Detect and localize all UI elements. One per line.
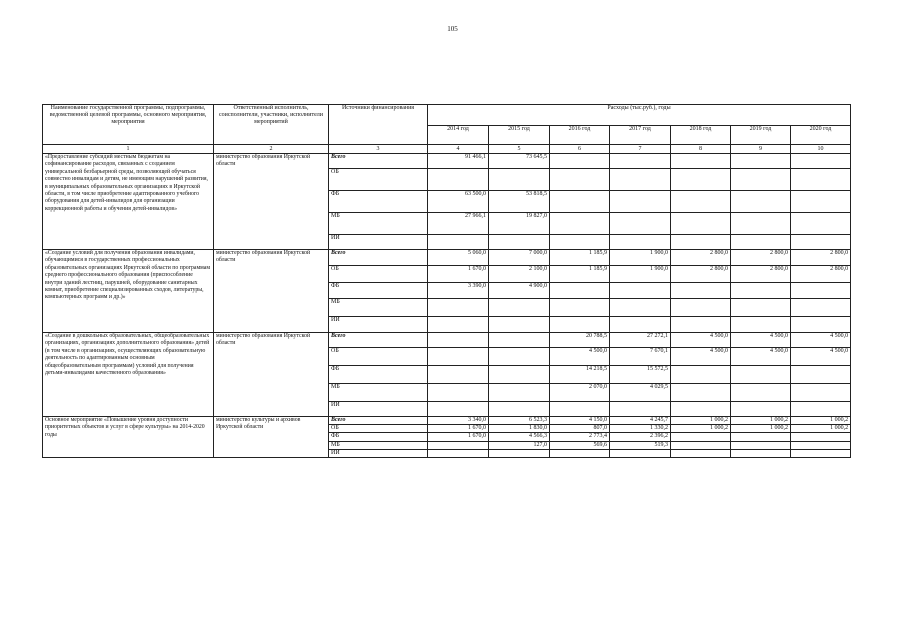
expense-value: [428, 317, 489, 333]
financing-source: ИИ: [329, 317, 428, 333]
expense-value: [671, 366, 731, 384]
expense-value: [671, 235, 731, 250]
expense-value: 2 070,0: [550, 384, 610, 402]
header-year: 2020 год: [791, 126, 851, 145]
expense-value: [489, 317, 550, 333]
expense-value: [489, 235, 550, 250]
header-year: 2015 год: [489, 126, 550, 145]
expense-value: 4 500,0: [671, 348, 731, 366]
expense-value: 20 788,5: [550, 333, 610, 348]
financing-source: МБ: [329, 299, 428, 317]
expense-value: 1 900,0: [610, 266, 671, 283]
expense-value: [489, 169, 550, 191]
expense-value: [791, 402, 851, 417]
expense-value: [671, 441, 731, 449]
expense-value: [731, 283, 791, 299]
expense-value: 2 800,0: [791, 250, 851, 266]
expense-value: 15 572,5: [610, 366, 671, 384]
executor: министерство образования Иркутской области: [214, 250, 329, 333]
expense-value: [610, 213, 671, 235]
expense-value: [791, 283, 851, 299]
expense-value: [671, 283, 731, 299]
expense-value: [428, 441, 489, 449]
expense-value: [610, 235, 671, 250]
expense-value: [428, 402, 489, 417]
expense-value: 1 185,9: [550, 266, 610, 283]
expense-value: 2 800,0: [731, 266, 791, 283]
expense-value: 807,0: [550, 425, 610, 433]
expense-value: [550, 317, 610, 333]
expense-value: [550, 235, 610, 250]
expense-value: [489, 402, 550, 417]
expense-value: 2 800,0: [791, 266, 851, 283]
expense-value: 7 000,0: [489, 250, 550, 266]
expense-value: [731, 191, 791, 213]
expense-value: 519,3: [610, 441, 671, 449]
expense-value: [671, 449, 731, 457]
expense-value: [671, 433, 731, 441]
expense-value: [428, 235, 489, 250]
expense-value: [731, 235, 791, 250]
expense-value: 4 900,0: [489, 283, 550, 299]
column-number: 8: [671, 145, 731, 154]
expense-value: 27 966,1: [428, 213, 489, 235]
financing-source: ИИ: [329, 402, 428, 417]
expense-value: [550, 449, 610, 457]
expense-value: [791, 154, 851, 169]
expense-value: 2 800,0: [671, 266, 731, 283]
program-name: Основное мероприятие «Повышение уровня доступности приоритетных объектов и услуг в сфере культуры» на 2014-2020 годы: [43, 417, 214, 458]
financing-source: ИИ: [329, 235, 428, 250]
expense-value: 2 773,4: [550, 433, 610, 441]
expense-value: [610, 299, 671, 317]
column-number: 4: [428, 145, 489, 154]
expense-value: 6 523,3: [489, 417, 550, 425]
expense-value: [671, 154, 731, 169]
expense-value: 2 800,0: [671, 250, 731, 266]
expense-value: [671, 402, 731, 417]
expense-value: [428, 366, 489, 384]
expense-value: [489, 348, 550, 366]
financing-source: ФБ: [329, 191, 428, 213]
page-number: 105: [447, 25, 458, 33]
expense-value: [791, 213, 851, 235]
expense-value: 2 396,2: [610, 433, 671, 441]
expense-value: [550, 213, 610, 235]
expense-value: 73 645,5: [489, 154, 550, 169]
financing-source: Всего: [329, 417, 428, 425]
header-expenses: Расходы (тыс.руб.), годы: [428, 105, 851, 126]
expense-value: [731, 384, 791, 402]
table-row: [43, 154, 851, 169]
expense-value: [428, 333, 489, 348]
expense-value: [610, 317, 671, 333]
header-program-name: Наименование государственной программы, подпрограммы, ведомственной целевой программы, основного мероприятия, мероприятия: [43, 105, 214, 145]
header-executor: Ответственный исполнитель, соисполнители, участники, исполнители мероприятий: [214, 105, 329, 145]
executor: министерство образования Иркутской области: [214, 333, 329, 417]
expense-value: 1 670,0: [428, 266, 489, 283]
column-number: 9: [731, 145, 791, 154]
financing-source: Всего: [329, 250, 428, 266]
expense-value: [610, 154, 671, 169]
expense-value: 4 500,0: [550, 348, 610, 366]
expense-value: 4 029,5: [610, 384, 671, 402]
expense-value: [610, 191, 671, 213]
expense-value: 569,6: [550, 441, 610, 449]
financing-table: [42, 104, 851, 458]
financing-source: ИИ: [329, 449, 428, 457]
expense-value: [489, 449, 550, 457]
expense-value: [671, 299, 731, 317]
column-number: 6: [550, 145, 610, 154]
expense-value: 91 466,1: [428, 154, 489, 169]
financing-source: Всего: [329, 333, 428, 348]
expense-value: 4 500,0: [731, 348, 791, 366]
expense-value: [791, 366, 851, 384]
expense-value: [550, 191, 610, 213]
expense-value: 4 500,0: [671, 333, 731, 348]
expense-value: 14 218,5: [550, 366, 610, 384]
expense-value: 1 000,2: [671, 417, 731, 425]
program-name: «Создание условий для получения образования инвалидами, обучающимися в государственных профессиональных образовательных организациях Иркутской области по программам среднего профессионального образования (приспособление внутри зданий лестниц, парушней, оборудование санитарных комнат, приобретение специализированных сходов, литературы, компьютерных программ и др.)»: [43, 250, 214, 333]
expense-value: [671, 169, 731, 191]
executor: министерство образования Иркутской области: [214, 154, 329, 250]
expense-value: [489, 333, 550, 348]
expense-value: [791, 299, 851, 317]
expense-value: [731, 402, 791, 417]
header-year: 2016 год: [550, 126, 610, 145]
expense-value: [791, 235, 851, 250]
expense-value: [428, 384, 489, 402]
expense-value: [731, 433, 791, 441]
expense-value: [489, 384, 550, 402]
expense-value: 3 390,0: [428, 283, 489, 299]
expense-value: [550, 283, 610, 299]
expense-value: [731, 213, 791, 235]
header-year: 2018 год: [671, 126, 731, 145]
expense-value: 1 900,0: [610, 250, 671, 266]
expense-value: [610, 169, 671, 191]
expense-value: [489, 366, 550, 384]
expense-value: [610, 449, 671, 457]
expense-value: 4 245,7: [610, 417, 671, 425]
expense-value: 63 500,0: [428, 191, 489, 213]
program-name: «Создание в дошкольных образовательных, общеобразовательных организациях, организациях дополнительного образования» детей (в том числе в организациях, осуществляющих образовательную деятельность по адаптированным основным общеобразовательным программам) условий для получения детьми-инвалидами качественного образования»: [43, 333, 214, 417]
expense-value: [428, 299, 489, 317]
expense-value: [731, 154, 791, 169]
financing-source: МБ: [329, 441, 428, 449]
expense-value: 4 500,0: [791, 348, 851, 366]
financing-source: ОБ: [329, 348, 428, 366]
financing-source: ФБ: [329, 433, 428, 441]
column-number: 5: [489, 145, 550, 154]
header-year: 2014 год: [428, 126, 489, 145]
financing-source: ФБ: [329, 366, 428, 384]
header-year: 2019 год: [731, 126, 791, 145]
expense-value: 1 185,9: [550, 250, 610, 266]
expense-value: 127,0: [489, 441, 550, 449]
expense-value: [731, 169, 791, 191]
expense-value: [550, 402, 610, 417]
financing-source: ОБ: [329, 266, 428, 283]
expense-value: [550, 299, 610, 317]
expense-value: 4 500,0: [791, 333, 851, 348]
executor: министерство культуры и архивов Иркутской области: [214, 417, 329, 458]
column-number: 2: [214, 145, 329, 154]
expense-value: 7 670,1: [610, 348, 671, 366]
header-year: 2017 год: [610, 126, 671, 145]
table-row: [43, 333, 851, 348]
expense-value: 2 800,0: [731, 250, 791, 266]
expense-value: [791, 317, 851, 333]
column-number: 10: [791, 145, 851, 154]
financing-source: ОБ: [329, 425, 428, 433]
expense-value: [791, 441, 851, 449]
expense-value: [671, 213, 731, 235]
expense-value: [731, 299, 791, 317]
expense-value: [550, 154, 610, 169]
header-financing-source: Источники финансирования: [329, 105, 428, 145]
expense-value: 1 670,0: [428, 425, 489, 433]
expense-value: [791, 169, 851, 191]
expense-value: [428, 348, 489, 366]
expense-value: 2 100,0: [489, 266, 550, 283]
expense-value: 3 340,0: [428, 417, 489, 425]
expense-value: [731, 441, 791, 449]
expense-value: 1 330,2: [610, 425, 671, 433]
expense-value: 1 000,2: [671, 425, 731, 433]
expense-value: [671, 191, 731, 213]
financing-source: МБ: [329, 384, 428, 402]
expense-value: 53 818,5: [489, 191, 550, 213]
expense-value: 1 000,2: [731, 417, 791, 425]
expense-value: [428, 169, 489, 191]
expense-value: [791, 449, 851, 457]
expense-value: 1 000,2: [731, 425, 791, 433]
financing-source: МБ: [329, 213, 428, 235]
expense-value: [550, 169, 610, 191]
financing-source: ОБ: [329, 169, 428, 191]
financing-source: ФБ: [329, 283, 428, 299]
financing-source: Всего: [329, 154, 428, 169]
expense-value: [731, 317, 791, 333]
expense-value: [791, 191, 851, 213]
expense-value: [731, 449, 791, 457]
expense-value: 4 566,3: [489, 433, 550, 441]
expense-value: [610, 283, 671, 299]
expense-value: [610, 402, 671, 417]
expense-value: 4 150,0: [550, 417, 610, 425]
table-row: [43, 250, 851, 266]
expense-value: [791, 384, 851, 402]
column-number: 3: [329, 145, 428, 154]
expense-value: [671, 317, 731, 333]
expense-value: 5 060,0: [428, 250, 489, 266]
expense-value: 27 272,1: [610, 333, 671, 348]
expense-value: 4 500,0: [731, 333, 791, 348]
expense-value: [428, 449, 489, 457]
column-number: 1: [43, 145, 214, 154]
expense-value: 1 670,0: [428, 433, 489, 441]
expense-value: 1 830,0: [489, 425, 550, 433]
program-name: «Предоставление субсидий местным бюджетам на софинансирование расходов, связанных с созданием универсальной безбарьерной среды, позволяющей обучаться совместно инвалидам и детям, не имеющим нарушений развития, в муниципальных образовательных организациях в Иркутской области, в том числе приобретение адаптированного учебного оборудования для детей-инвалидов для организации коррекционной работы и обучения детей-инвалидов»: [43, 154, 214, 250]
expense-value: [731, 366, 791, 384]
expense-value: [671, 384, 731, 402]
expense-value: 19 827,0: [489, 213, 550, 235]
column-number: 7: [610, 145, 671, 154]
expense-value: 1 000,2: [791, 425, 851, 433]
expense-value: 1 000,2: [791, 417, 851, 425]
expense-value: [791, 433, 851, 441]
expense-value: [489, 299, 550, 317]
table-row: [43, 417, 851, 425]
